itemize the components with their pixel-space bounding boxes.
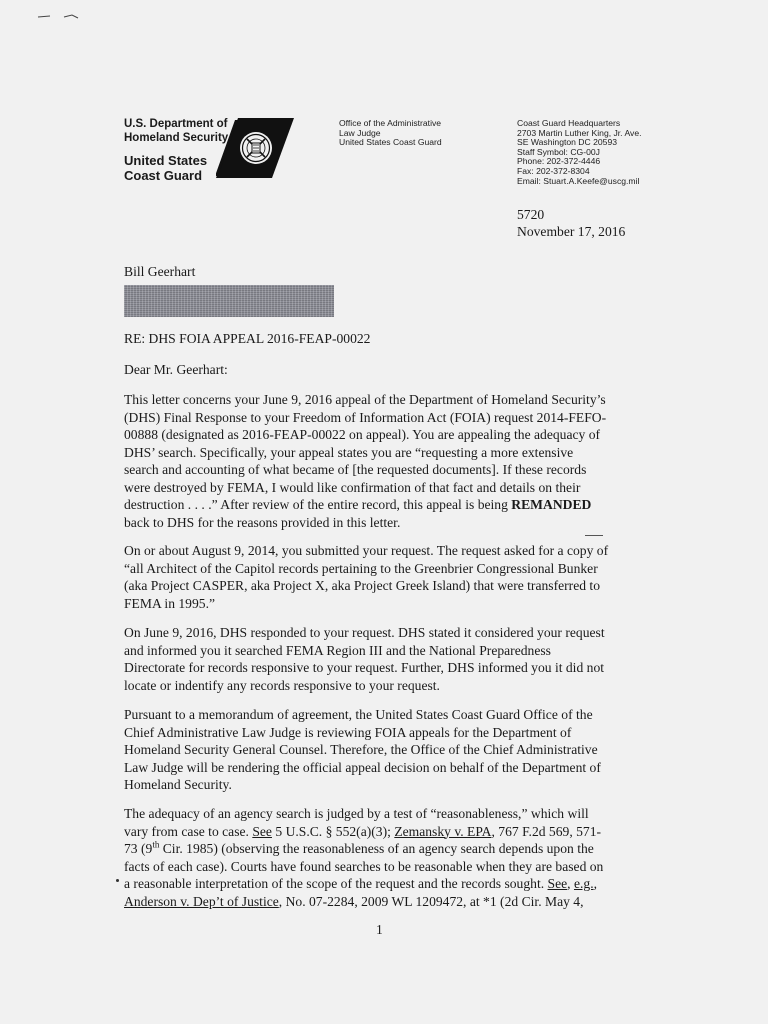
page-number: 1 bbox=[376, 922, 383, 937]
hq-email: Email: Stuart.A.Keefe@uscg.mil bbox=[517, 175, 640, 186]
case-citation: Anderson v. Dep’t of Justice bbox=[124, 893, 279, 909]
text-line: Homeland Security General Counsel. Therefore, the Office of the Chief Administrative bbox=[124, 742, 598, 757]
subject-line: RE: DHS FOIA APPEAL 2016-FEAP-00022 bbox=[124, 331, 371, 346]
text-line: back to DHS for the reasons provided in this letter. bbox=[124, 514, 401, 530]
text-line bbox=[124, 823, 644, 841]
text-line bbox=[124, 893, 644, 911]
text-run: Cir. 1985) (observing the reasonableness of an agency search depends upon the bbox=[159, 841, 594, 856]
signal-eg: e.g. bbox=[573, 876, 594, 891]
hq-line: Coast Guard Headquarters bbox=[517, 118, 621, 128]
text-line: Pursuant to a memorandum of agreement, the United States Coast Guard Office of the bbox=[124, 707, 593, 722]
uscg-line2: Coast Guard bbox=[124, 168, 203, 183]
text-line: search and accounting of what became of [the requested documents]. If these records bbox=[124, 462, 587, 477]
text-line: “all Architect of the Capitol records pertaining to the Greenbrier Congressional Bunker bbox=[124, 560, 598, 576]
salutation: Dear Mr. Geerhart: bbox=[124, 362, 228, 377]
case-citation: Zemansky v. EPA bbox=[394, 823, 492, 839]
paragraph-response bbox=[124, 624, 644, 694]
headquarters-address bbox=[517, 119, 642, 186]
text-run: a reasonable interpretation of the scope of the request and the records sought. bbox=[124, 876, 548, 891]
text-line: Law Judge will be rendering the official appeal decision on behalf of the Department of bbox=[124, 759, 601, 775]
text-line: The adequacy of an agency search is judged by a test of “reasonableness,” which will bbox=[124, 806, 589, 821]
text-line: facts of each case). Courts have found searches to be reasonable when they are based on bbox=[124, 858, 604, 874]
stray-dot bbox=[116, 879, 119, 882]
office-line: Law Judge bbox=[339, 127, 381, 138]
hq-fax: Fax: 202-372-8304 bbox=[517, 165, 590, 176]
coast-guard-seal-icon bbox=[216, 118, 294, 178]
text-line: 00888 (designated as 2016-FEAP-00022 on appeal). You are appealing the adequacy of bbox=[124, 427, 601, 442]
text-run: , No. 07-2284, 2009 WL 1209472, at *1 (2d Cir. May 4, bbox=[278, 893, 584, 909]
text-run: , 767 F.2d 569, 571- bbox=[491, 823, 602, 839]
letter-date: November 17, 2016 bbox=[517, 224, 626, 239]
office-line: United States Coast Guard bbox=[339, 137, 442, 148]
text-line bbox=[124, 840, 644, 858]
dept-line2: Homeland Security bbox=[124, 132, 229, 144]
signal-see: See bbox=[252, 823, 272, 839]
text-line: were destroyed by FEMA, I would like confirmation of that fact and details on their bbox=[124, 479, 581, 495]
text-line: This letter concerns your June 9, 2016 appeal of the Department of Homeland Security’s bbox=[124, 392, 606, 407]
text-line: Homeland Security. bbox=[124, 777, 232, 792]
text-run: destruction . . . .” After review of the entire record, this appeal is being bbox=[124, 497, 512, 512]
uscg-line1: United States bbox=[124, 153, 208, 168]
hq-line: 2703 Martin Luther King, Jr. Ave. bbox=[517, 127, 642, 138]
text-line bbox=[124, 875, 644, 893]
text-line: locate or indentify any records responsive to your request. bbox=[124, 677, 440, 693]
stray-mark bbox=[585, 535, 603, 536]
text-line: DHS’ search. Specifically, your appeal states you are “requesting a more extensive bbox=[124, 444, 574, 460]
paragraph-appeal-summary bbox=[124, 391, 644, 531]
text-line: On or about August 9, 2014, you submitted your request. The request asked for a copy of bbox=[124, 543, 609, 558]
text-run: 5 U.S.C. § 552(a)(3); bbox=[271, 823, 395, 839]
remanded-emphasis: REMANDED bbox=[511, 497, 592, 512]
office-line: Office of the Administrative bbox=[339, 118, 442, 128]
hq-phone: Phone: 202-372-4446 bbox=[517, 156, 601, 167]
dept-line1: U.S. Department of bbox=[124, 118, 228, 130]
uscg-name bbox=[124, 153, 228, 183]
redacted-address bbox=[124, 285, 334, 317]
text-run: , bbox=[593, 876, 598, 891]
text-line: (DHS) Final Response to your Freedom of Information Act (FOIA) request 2014-FEFO- bbox=[124, 409, 607, 425]
ordinal-suffix: th bbox=[152, 839, 160, 850]
text-line: and informed you it searched FEMA Region III and the National Preparedness bbox=[124, 642, 551, 658]
text-run: vary from case to case. bbox=[124, 823, 253, 839]
scan-mark bbox=[36, 12, 80, 20]
text-run: , bbox=[567, 876, 574, 891]
text-line: (aka Project CASPER, aka Project X, aka Project Greek Island) that were transferred to bbox=[124, 578, 600, 593]
reference-block bbox=[517, 206, 625, 240]
paragraph-authority bbox=[124, 706, 644, 794]
recipient-name: Bill Geerhart bbox=[124, 264, 196, 279]
agency-name-block bbox=[124, 117, 228, 183]
office-address bbox=[339, 119, 442, 148]
hq-line: Staff Symbol: CG-00J bbox=[517, 146, 600, 157]
text-line bbox=[124, 496, 644, 514]
ssic-code: 5720 bbox=[517, 207, 545, 222]
paragraph-request bbox=[124, 542, 644, 612]
text-line: FEMA in 1995.” bbox=[124, 595, 216, 611]
text-line: Chief Administrative Law Judge is reviewing FOIA appeals for the Department of bbox=[124, 724, 572, 740]
hq-line: SE Washington DC 20593 bbox=[517, 137, 617, 148]
text-run: 73 (9 bbox=[124, 841, 153, 856]
text-line: On June 9, 2016, DHS responded to your request. DHS stated it considered your request bbox=[124, 625, 605, 640]
signal-see: See bbox=[547, 876, 568, 891]
text-line: Directorate for records responsive to your request. Further, DHS informed you it did not bbox=[124, 660, 605, 675]
paragraph-legal-standard bbox=[124, 805, 644, 910]
